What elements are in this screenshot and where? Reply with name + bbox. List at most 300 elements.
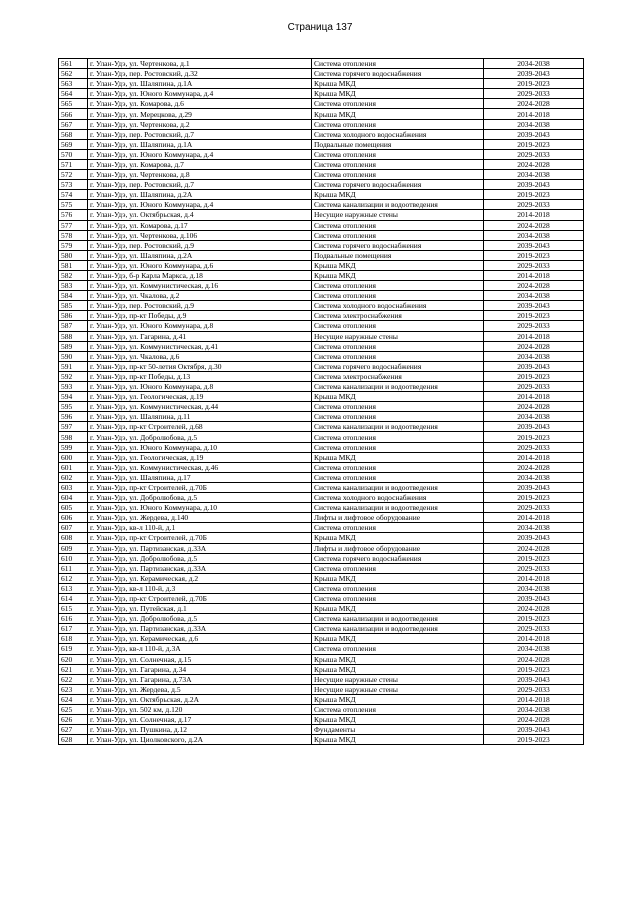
address-cell: г. Улан-Удэ, пер. Ростовский, д.9	[88, 240, 312, 250]
system-cell: Крыша МКД	[312, 533, 484, 543]
system-cell: Система отопления	[312, 472, 484, 482]
period-cell: 2014-2018	[484, 392, 584, 402]
table-row	[59, 422, 584, 432]
table-row	[59, 220, 584, 230]
address-cell: г. Улан-Удэ, пр-кт 50-летия Октября, д.30	[88, 361, 312, 371]
address-cell: г. Улан-Удэ, ул. Циолковского, д.2А	[88, 735, 312, 745]
period-cell: 2029-2033	[484, 684, 584, 694]
period-cell: 2014-2018	[484, 452, 584, 462]
address-cell: г. Улан-Удэ, ул. Юного Коммунара, д.8	[88, 321, 312, 331]
row-number: 594	[59, 392, 88, 402]
period-cell: 2029-2033	[484, 382, 584, 392]
address-cell: г. Улан-Удэ, ул. Добролюбова, д.5	[88, 553, 312, 563]
table-row	[59, 129, 584, 139]
system-cell: Крыша МКД	[312, 664, 484, 674]
table-row	[59, 109, 584, 119]
row-number: 616	[59, 614, 88, 624]
address-cell: г. Улан-Удэ, пр-кт Строителей, д.70Б	[88, 533, 312, 543]
system-cell: Система отопления	[312, 281, 484, 291]
period-cell: 2034-2038	[484, 59, 584, 69]
period-cell: 2039-2043	[484, 301, 584, 311]
table-row	[59, 684, 584, 694]
period-cell: 2019-2023	[484, 735, 584, 745]
system-cell: Крыша МКД	[312, 452, 484, 462]
row-number: 595	[59, 402, 88, 412]
address-cell: г. Улан-Удэ, ул. Чкалова, д.2	[88, 291, 312, 301]
row-number: 622	[59, 674, 88, 684]
table-row	[59, 553, 584, 563]
system-cell: Система канализации и водоотведения	[312, 382, 484, 392]
system-cell: Система отопления	[312, 442, 484, 452]
period-cell: 2024-2028	[484, 654, 584, 664]
system-cell: Крыша МКД	[312, 260, 484, 270]
period-cell: 2029-2033	[484, 149, 584, 159]
period-cell: 2034-2038	[484, 291, 584, 301]
period-cell: 2014-2018	[484, 210, 584, 220]
row-number: 613	[59, 583, 88, 593]
table-row	[59, 351, 584, 361]
system-cell: Система канализации и водоотведения	[312, 200, 484, 210]
address-cell: г. Улан-Удэ, ул. Добролюбова, д.5	[88, 493, 312, 503]
system-cell: Система отопления	[312, 462, 484, 472]
period-cell: 2034-2038	[484, 170, 584, 180]
row-number: 577	[59, 220, 88, 230]
period-cell: 2024-2028	[484, 462, 584, 472]
period-cell: 2024-2028	[484, 543, 584, 553]
table-row	[59, 654, 584, 664]
row-number: 626	[59, 715, 88, 725]
system-cell: Система отопления	[312, 412, 484, 422]
address-cell: г. Улан-Удэ, ул. Пушкина, д.12	[88, 725, 312, 735]
row-number: 621	[59, 664, 88, 674]
row-number: 602	[59, 472, 88, 482]
row-number: 576	[59, 210, 88, 220]
period-cell: 2029-2033	[484, 260, 584, 270]
row-number: 587	[59, 321, 88, 331]
table-row	[59, 170, 584, 180]
address-cell: г. Улан-Удэ, ул. Гагарина, д.41	[88, 331, 312, 341]
period-cell: 2034-2038	[484, 472, 584, 482]
period-cell: 2029-2033	[484, 321, 584, 331]
table-row	[59, 452, 584, 462]
system-cell: Подвальные помещения	[312, 139, 484, 149]
system-cell: Система отопления	[312, 432, 484, 442]
table-row	[59, 59, 584, 69]
table-row	[59, 543, 584, 553]
table-row	[59, 725, 584, 735]
table-row	[59, 604, 584, 614]
system-cell: Система отопления	[312, 321, 484, 331]
system-cell: Крыша МКД	[312, 270, 484, 280]
table-row	[59, 583, 584, 593]
address-cell: г. Улан-Удэ, ул. Чертенкова, д.2	[88, 119, 312, 129]
address-cell: г. Улан-Удэ, ул. Добролюбова, д.5	[88, 614, 312, 624]
table-body	[59, 59, 584, 745]
address-cell: г. Улан-Удэ, ул. Шаляпина, д.2А	[88, 250, 312, 260]
table-row	[59, 99, 584, 109]
table-row	[59, 321, 584, 331]
system-cell: Система электроснабжения	[312, 371, 484, 381]
address-cell: г. Улан-Удэ, ул. Гагарина, д.73А	[88, 674, 312, 684]
address-cell: г. Улан-Удэ, пр-кт Строителей, д.70Б	[88, 593, 312, 603]
table-row	[59, 442, 584, 452]
address-cell: г. Улан-Удэ, ул. Шаляпина, д.17	[88, 472, 312, 482]
address-cell: г. Улан-Удэ, ул. Шаляпина, д.1А	[88, 79, 312, 89]
table-row	[59, 210, 584, 220]
address-cell: г. Улан-Удэ, ул. Солнечная, д.17	[88, 715, 312, 725]
address-cell: г. Улан-Удэ, ул. Геологическая, д.19	[88, 392, 312, 402]
address-cell: г. Улан-Удэ, ул. Шаляпина, д.2А	[88, 190, 312, 200]
table-row	[59, 270, 584, 280]
address-cell: г. Улан-Удэ, ул. Коммунистическая, д.44	[88, 402, 312, 412]
row-number: 598	[59, 432, 88, 442]
address-cell: г. Улан-Удэ, ул. Юного Коммунара, д.6	[88, 260, 312, 270]
period-cell: 2029-2033	[484, 200, 584, 210]
address-cell: г. Улан-Удэ, ул. Добролюбова, д.5	[88, 432, 312, 442]
system-cell: Крыша МКД	[312, 392, 484, 402]
address-cell: г. Улан-Удэ, ул. Чертенкова, д.106	[88, 230, 312, 240]
system-cell: Система отопления	[312, 291, 484, 301]
row-number: 620	[59, 654, 88, 664]
system-cell: Лифты и лифтовое оборудование	[312, 543, 484, 553]
system-cell: Система канализации и водоотведения	[312, 482, 484, 492]
system-cell: Крыша МКД	[312, 604, 484, 614]
table-row	[59, 79, 584, 89]
table-row	[59, 634, 584, 644]
table-row	[59, 715, 584, 725]
row-number: 581	[59, 260, 88, 270]
address-cell: г. Улан-Удэ, ул. Жердева, д.5	[88, 684, 312, 694]
system-cell: Система отопления	[312, 149, 484, 159]
row-number: 627	[59, 725, 88, 735]
period-cell: 2034-2038	[484, 705, 584, 715]
period-cell: 2014-2018	[484, 513, 584, 523]
row-number: 604	[59, 493, 88, 503]
system-cell: Система отопления	[312, 341, 484, 351]
system-cell: Система электроснабжения	[312, 311, 484, 321]
period-cell: 2034-2038	[484, 230, 584, 240]
row-number: 611	[59, 563, 88, 573]
address-cell: г. Улан-Удэ, ул. Юного Коммунара, д.8	[88, 382, 312, 392]
row-number: 605	[59, 503, 88, 513]
system-cell: Система отопления	[312, 99, 484, 109]
address-cell: г. Улан-Удэ, ул. Чертенкова, д.1	[88, 59, 312, 69]
row-number: 563	[59, 79, 88, 89]
system-cell: Система горячего водоснабжения	[312, 69, 484, 79]
address-cell: г. Улан-Удэ, ул. Шаляпина, д.1А	[88, 139, 312, 149]
system-cell: Фундаменты	[312, 725, 484, 735]
system-cell: Система отопления	[312, 523, 484, 533]
table-row	[59, 281, 584, 291]
period-cell: 2034-2038	[484, 523, 584, 533]
address-cell: г. Улан-Удэ, кв-л 110-й, д.3А	[88, 644, 312, 654]
period-cell: 2019-2023	[484, 311, 584, 321]
period-cell: 2019-2023	[484, 614, 584, 624]
row-number: 574	[59, 190, 88, 200]
table-row	[59, 624, 584, 634]
row-number: 578	[59, 230, 88, 240]
row-number: 580	[59, 250, 88, 260]
period-cell: 2034-2038	[484, 644, 584, 654]
table-row	[59, 533, 584, 543]
table-row	[59, 250, 584, 260]
period-cell: 2019-2023	[484, 139, 584, 149]
address-cell: г. Улан-Удэ, ул. Юного Коммунара, д.4	[88, 200, 312, 210]
page-number-header: Страница 137	[287, 22, 353, 33]
system-cell: Крыша МКД	[312, 190, 484, 200]
row-number: 608	[59, 533, 88, 543]
row-number: 601	[59, 462, 88, 472]
table-row	[59, 705, 584, 715]
row-number: 618	[59, 634, 88, 644]
system-cell: Система отопления	[312, 159, 484, 169]
system-cell: Система канализации и водоотведения	[312, 624, 484, 634]
address-cell: г. Улан-Удэ, ул. Юного Коммунара, д.10	[88, 503, 312, 513]
row-number: 570	[59, 149, 88, 159]
system-cell: Система горячего водоснабжения	[312, 180, 484, 190]
address-cell: г. Улан-Удэ, ул. Путейская, д.1	[88, 604, 312, 614]
row-number: 562	[59, 69, 88, 79]
address-cell: г. Улан-Удэ, ул. Юного Коммунара, д.4	[88, 149, 312, 159]
table-row	[59, 291, 584, 301]
row-number: 628	[59, 735, 88, 745]
row-number: 591	[59, 361, 88, 371]
row-number: 565	[59, 99, 88, 109]
period-cell: 2039-2043	[484, 240, 584, 250]
address-cell: г. Улан-Удэ, ул. Партизанская, д.33А	[88, 543, 312, 553]
table-row	[59, 493, 584, 503]
table-row	[59, 674, 584, 684]
row-number: 585	[59, 301, 88, 311]
system-cell: Крыша МКД	[312, 654, 484, 664]
period-cell: 2039-2043	[484, 482, 584, 492]
address-cell: г. Улан-Удэ, ул. Партизанская, д.33А	[88, 563, 312, 573]
period-cell: 2024-2028	[484, 402, 584, 412]
system-cell: Крыша МКД	[312, 694, 484, 704]
address-cell: г. Улан-Удэ, ул. Партизанская, д.33А	[88, 624, 312, 634]
table-row	[59, 240, 584, 250]
system-cell: Система холодного водоснабжения	[312, 301, 484, 311]
table-row	[59, 432, 584, 442]
address-cell: г. Улан-Удэ, ул. Геологическая, д.19	[88, 452, 312, 462]
system-cell: Несущие наружные стены	[312, 674, 484, 684]
table-row	[59, 341, 584, 351]
table-row	[59, 301, 584, 311]
row-number: 617	[59, 624, 88, 634]
table-row	[59, 614, 584, 624]
table-row	[59, 119, 584, 129]
address-cell: г. Улан-Удэ, ул. Юного Коммунара, д.10	[88, 442, 312, 452]
address-cell: г. Улан-Удэ, пр-кт Победы, д.13	[88, 371, 312, 381]
table-row	[59, 260, 584, 270]
system-cell: Система горячего водоснабжения	[312, 361, 484, 371]
system-cell: Несущие наружные стены	[312, 331, 484, 341]
row-number: 609	[59, 543, 88, 553]
table-row	[59, 200, 584, 210]
period-cell: 2029-2033	[484, 89, 584, 99]
address-cell: г. Улан-Удэ, ул. Комарова, д.6	[88, 99, 312, 109]
row-number: 610	[59, 553, 88, 563]
system-cell: Крыша МКД	[312, 89, 484, 99]
address-cell: г. Улан-Удэ, пр-кт Победы, д.9	[88, 311, 312, 321]
address-cell: г. Улан-Удэ, пр-кт Строителей, д.70Б	[88, 482, 312, 492]
table-row	[59, 503, 584, 513]
system-cell: Крыша МКД	[312, 715, 484, 725]
period-cell: 2019-2023	[484, 493, 584, 503]
row-number: 612	[59, 573, 88, 583]
system-cell: Система горячего водоснабжения	[312, 240, 484, 250]
period-cell: 2039-2043	[484, 129, 584, 139]
period-cell: 2024-2028	[484, 99, 584, 109]
period-cell: 2014-2018	[484, 109, 584, 119]
row-number: 606	[59, 513, 88, 523]
system-cell: Система отопления	[312, 402, 484, 412]
system-cell: Система канализации и водоотведения	[312, 614, 484, 624]
system-cell: Система отопления	[312, 563, 484, 573]
period-cell: 2029-2033	[484, 503, 584, 513]
address-cell: г. Улан-Удэ, ул. Чкалова, д.6	[88, 351, 312, 361]
row-number: 572	[59, 170, 88, 180]
address-cell: г. Улан-Удэ, ул. Шаляпина, д.11	[88, 412, 312, 422]
row-number: 583	[59, 281, 88, 291]
period-cell: 2039-2043	[484, 180, 584, 190]
period-cell: 2019-2023	[484, 432, 584, 442]
capital-repair-register-table	[58, 58, 584, 745]
table-row	[59, 412, 584, 422]
row-number: 615	[59, 604, 88, 614]
system-cell: Система отопления	[312, 644, 484, 654]
table-row	[59, 664, 584, 674]
table-row	[59, 311, 584, 321]
table-row	[59, 694, 584, 704]
table-row	[59, 513, 584, 523]
table-row	[59, 180, 584, 190]
system-cell: Система отопления	[312, 230, 484, 240]
system-cell: Несущие наружные стены	[312, 210, 484, 220]
system-cell: Система отопления	[312, 170, 484, 180]
address-cell: г. Улан-Удэ, ул. Октябрьская, д.2А	[88, 694, 312, 704]
address-cell: г. Улан-Удэ, ул. Керамическая, д.6	[88, 634, 312, 644]
address-cell: г. Улан-Удэ, ул. Коммунистическая, д.16	[88, 281, 312, 291]
row-number: 575	[59, 200, 88, 210]
row-number: 607	[59, 523, 88, 533]
period-cell: 2014-2018	[484, 694, 584, 704]
table-row	[59, 644, 584, 654]
address-cell: г. Улан-Удэ, пер. Ростовский, д.32	[88, 69, 312, 79]
row-number: 582	[59, 270, 88, 280]
system-cell: Крыша МКД	[312, 109, 484, 119]
address-cell: г. Улан-Удэ, ул. Гагарина, д.34	[88, 664, 312, 674]
system-cell: Система отопления	[312, 220, 484, 230]
period-cell: 2019-2023	[484, 553, 584, 563]
row-number: 623	[59, 684, 88, 694]
system-cell: Система отопления	[312, 705, 484, 715]
period-cell: 2039-2043	[484, 422, 584, 432]
address-cell: г. Улан-Удэ, ул. Керамическая, д.2	[88, 573, 312, 583]
table-row	[59, 523, 584, 533]
row-number: 567	[59, 119, 88, 129]
row-number: 614	[59, 593, 88, 603]
system-cell: Система холодного водоснабжения	[312, 493, 484, 503]
system-cell: Лифты и лифтовое оборудование	[312, 513, 484, 523]
address-cell: г. Улан-Удэ, ул. 502 км, д.120	[88, 705, 312, 715]
table-row	[59, 482, 584, 492]
row-number: 589	[59, 341, 88, 351]
address-cell: г. Улан-Удэ, ул. Комарова, д.17	[88, 220, 312, 230]
period-cell: 2024-2028	[484, 220, 584, 230]
period-cell: 2014-2018	[484, 634, 584, 644]
address-cell: г. Улан-Удэ, ул. Чертенкова, д.8	[88, 170, 312, 180]
table-row	[59, 139, 584, 149]
system-cell: Система холодного водоснабжения	[312, 129, 484, 139]
table-row	[59, 563, 584, 573]
system-cell: Несущие наружные стены	[312, 684, 484, 694]
row-number: 569	[59, 139, 88, 149]
table-row	[59, 331, 584, 341]
row-number: 619	[59, 644, 88, 654]
table-row	[59, 69, 584, 79]
row-number: 564	[59, 89, 88, 99]
address-cell: г. Улан-Удэ, ул. Коммунистическая, д.46	[88, 462, 312, 472]
address-cell: г. Улан-Удэ, кв-л 110-й, д.1	[88, 523, 312, 533]
row-number: 590	[59, 351, 88, 361]
table-row	[59, 149, 584, 159]
address-cell: г. Улан-Удэ, пер. Ростовский, д.9	[88, 301, 312, 311]
period-cell: 2029-2033	[484, 563, 584, 573]
row-number: 596	[59, 412, 88, 422]
address-cell: г. Улан-Удэ, пр-кт Строителей, д.68	[88, 422, 312, 432]
period-cell: 2019-2023	[484, 250, 584, 260]
system-cell: Система горячего водоснабжения	[312, 553, 484, 563]
system-cell: Система канализации и водоотведения	[312, 422, 484, 432]
period-cell: 2014-2018	[484, 270, 584, 280]
row-number: 593	[59, 382, 88, 392]
system-cell: Система отопления	[312, 59, 484, 69]
period-cell: 2024-2028	[484, 281, 584, 291]
period-cell: 2014-2018	[484, 573, 584, 583]
system-cell: Крыша МКД	[312, 79, 484, 89]
period-cell: 2034-2038	[484, 119, 584, 129]
period-cell: 2024-2028	[484, 159, 584, 169]
period-cell: 2024-2028	[484, 341, 584, 351]
table-row	[59, 371, 584, 381]
row-number: 568	[59, 129, 88, 139]
period-cell: 2039-2043	[484, 725, 584, 735]
table-row	[59, 402, 584, 412]
table-row	[59, 382, 584, 392]
row-number: 586	[59, 311, 88, 321]
address-cell: г. Улан-Удэ, ул. Мерецкова, д.29	[88, 109, 312, 119]
table-row	[59, 472, 584, 482]
table-row	[59, 361, 584, 371]
address-cell: г. Улан-Удэ, пер. Ростовский, д.7	[88, 180, 312, 190]
period-cell: 2039-2043	[484, 361, 584, 371]
period-cell: 2029-2033	[484, 624, 584, 634]
period-cell: 2039-2043	[484, 593, 584, 603]
row-number: 579	[59, 240, 88, 250]
row-number: 599	[59, 442, 88, 452]
row-number: 603	[59, 482, 88, 492]
row-number: 573	[59, 180, 88, 190]
table-row	[59, 462, 584, 472]
address-cell: г. Улан-Удэ, пер. Ростовский, д.7	[88, 129, 312, 139]
period-cell: 2034-2038	[484, 583, 584, 593]
row-number: 584	[59, 291, 88, 301]
address-cell: г. Улан-Удэ, кв-л 110-й, д.3	[88, 583, 312, 593]
period-cell: 2039-2043	[484, 69, 584, 79]
address-cell: г. Улан-Удэ, ул. Жердева, д.140	[88, 513, 312, 523]
period-cell: 2039-2043	[484, 674, 584, 684]
